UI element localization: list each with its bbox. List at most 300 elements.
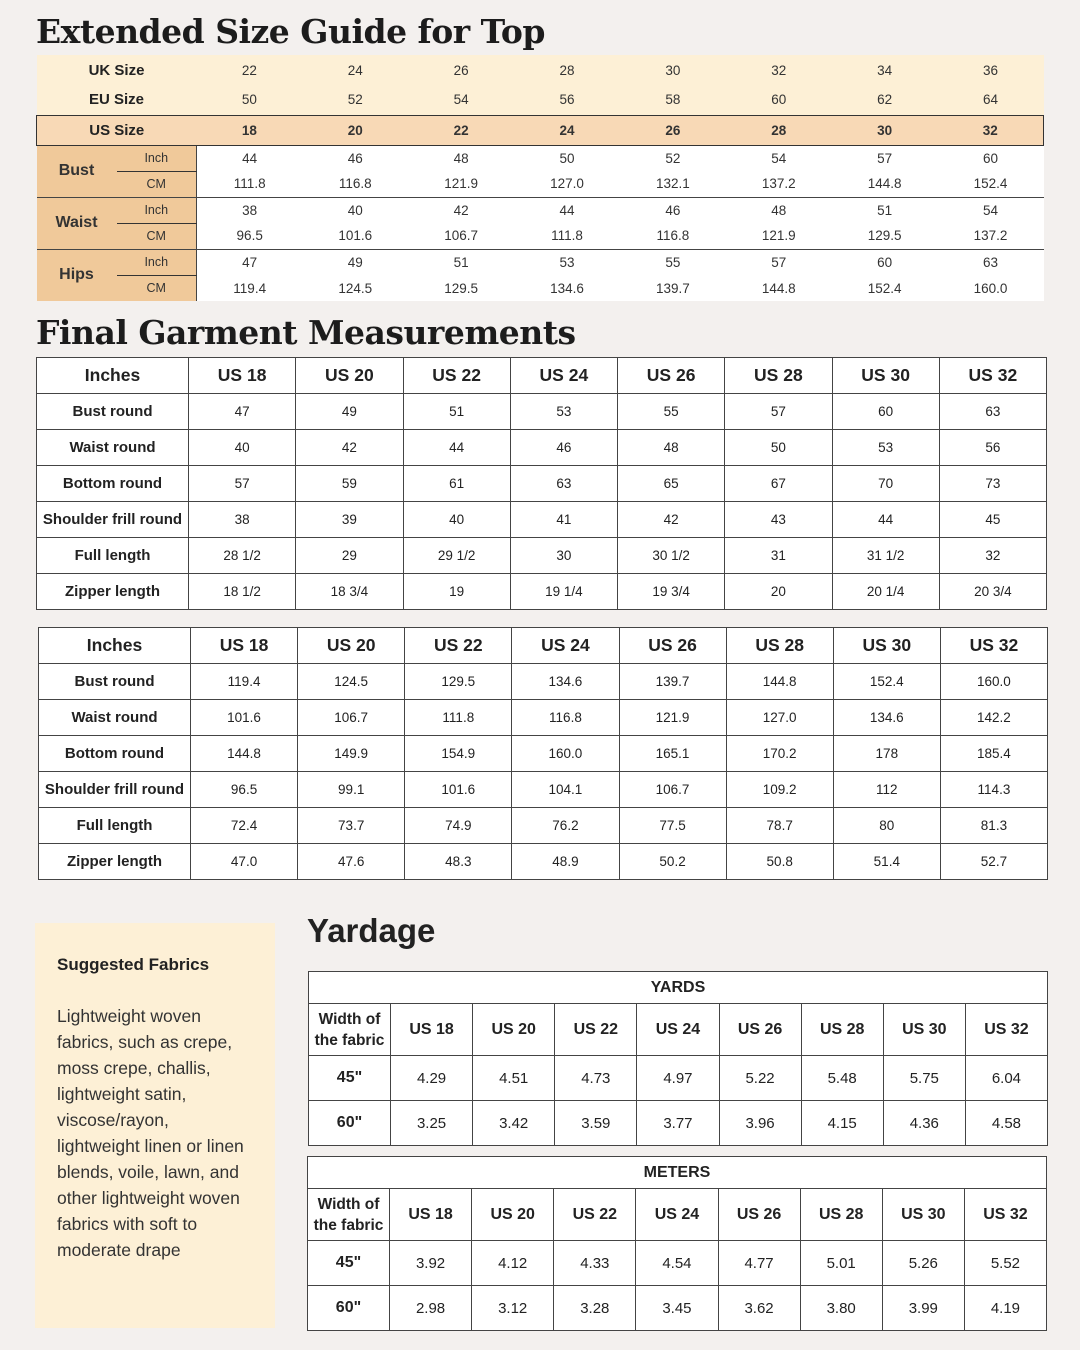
table-cell: 43 — [725, 502, 832, 538]
table-cell: 56 — [939, 430, 1046, 466]
table-cell: 99.1 — [298, 772, 405, 808]
fabric-width-header: Width of the fabric — [308, 1189, 390, 1241]
eu-size-value: 58 — [620, 85, 726, 115]
suggested-fabrics-box — [35, 923, 275, 1328]
measure-value-cm: 139.7 — [620, 275, 726, 301]
table-cell: 46 — [510, 430, 617, 466]
corner-header: Inches — [39, 628, 191, 664]
table-cell: 2.98 — [390, 1286, 472, 1331]
table-row — [39, 844, 1048, 880]
table-cell: 144.8 — [191, 736, 298, 772]
size-column-header: US 20 — [472, 1189, 554, 1241]
table-cell: 106.7 — [298, 700, 405, 736]
measure-value-inch: 57 — [726, 249, 832, 275]
row-label: Bottom round — [37, 466, 189, 502]
measure-value-inch: 53 — [514, 249, 620, 275]
measure-value-cm: 101.6 — [302, 223, 408, 249]
table-cell: 18 3/4 — [296, 574, 403, 610]
yardage-caption: METERS — [308, 1157, 1047, 1189]
row-label: Bottom round — [39, 736, 191, 772]
row-label: Shoulder frill round — [37, 502, 189, 538]
table-cell: 31 1/2 — [832, 538, 939, 574]
eu-size-value: 50 — [197, 85, 303, 115]
measure-group-label: Bust — [37, 145, 117, 197]
table-cell: 3.77 — [637, 1101, 719, 1146]
eu-size-value: 52 — [302, 85, 408, 115]
table-cell: 3.12 — [472, 1286, 554, 1331]
measure-value-cm: 116.8 — [302, 171, 408, 197]
table-cell: 20 3/4 — [939, 574, 1046, 610]
eu-size-value: 60 — [726, 85, 832, 115]
us-size-value: 22 — [408, 115, 514, 145]
table-cell: 47 — [189, 394, 296, 430]
measure-value-inch: 51 — [832, 197, 938, 223]
table-cell: 48 — [618, 430, 725, 466]
table-cell: 48.3 — [405, 844, 512, 880]
table-cell: 42 — [296, 430, 403, 466]
table-cell: 55 — [618, 394, 725, 430]
eu-size-value: 56 — [514, 85, 620, 115]
table-cell: 77.5 — [619, 808, 726, 844]
table-cell: 67 — [725, 466, 832, 502]
table-cell: 50.2 — [619, 844, 726, 880]
table-cell: 129.5 — [405, 664, 512, 700]
fabric-width-label: 60" — [309, 1101, 391, 1146]
table-cell: 149.9 — [298, 736, 405, 772]
table-cell: 42 — [618, 502, 725, 538]
table-cell: 139.7 — [619, 664, 726, 700]
size-column-header: US 22 — [405, 628, 512, 664]
table-row — [37, 430, 1047, 466]
garment-cm-table — [38, 627, 1048, 880]
header-row — [308, 1189, 1047, 1241]
table-cell: 119.4 — [191, 664, 298, 700]
size-column-header: US 20 — [296, 358, 403, 394]
table-row — [37, 394, 1047, 430]
uk-size-value: 22 — [197, 55, 303, 85]
us-size-value: 28 — [726, 115, 832, 145]
fabric-width-header: Width of the fabric — [309, 1004, 391, 1056]
table-cell: 5.26 — [882, 1241, 964, 1286]
table-row — [39, 664, 1048, 700]
measure-value-inch: 54 — [938, 197, 1044, 223]
measure-value-cm: 134.6 — [514, 275, 620, 301]
table-cell: 41 — [510, 502, 617, 538]
size-column-header: US 18 — [390, 1189, 472, 1241]
measure-value-inch: 51 — [408, 249, 514, 275]
measure-value-cm: 137.2 — [726, 171, 832, 197]
table-cell: 78.7 — [726, 808, 833, 844]
us-size-value: 26 — [620, 115, 726, 145]
table-cell: 3.42 — [473, 1101, 555, 1146]
measure-value-cm: 119.4 — [197, 275, 303, 301]
measure-group-label: Hips — [37, 249, 117, 301]
table-cell: 40 — [403, 502, 510, 538]
table-cell: 73 — [939, 466, 1046, 502]
table-cell: 160.0 — [512, 736, 619, 772]
table-row — [39, 808, 1048, 844]
table-row — [37, 574, 1047, 610]
table-cell: 4.33 — [554, 1241, 636, 1286]
measure-row-cm — [37, 171, 1044, 197]
measure-value-cm: 121.9 — [726, 223, 832, 249]
table-cell: 31 — [725, 538, 832, 574]
measure-value-cm: 152.4 — [832, 275, 938, 301]
measure-value-inch: 47 — [197, 249, 303, 275]
table-cell: 19 3/4 — [618, 574, 725, 610]
table-cell: 20 — [725, 574, 832, 610]
table-cell: 19 — [403, 574, 510, 610]
table-cell: 49 — [296, 394, 403, 430]
table-cell: 39 — [296, 502, 403, 538]
row-label: Zipper length — [37, 574, 189, 610]
size-column-header: US 20 — [473, 1004, 555, 1056]
yardage-caption: YARDS — [309, 972, 1048, 1004]
measure-value-inch: 38 — [197, 197, 303, 223]
uk-size-value: 26 — [408, 55, 514, 85]
size-column-header: US 30 — [833, 628, 940, 664]
size-column-header: US 24 — [510, 358, 617, 394]
table-row — [309, 1056, 1048, 1101]
measure-value-cm: 160.0 — [938, 275, 1044, 301]
measure-value-inch: 48 — [726, 197, 832, 223]
size-column-header: US 24 — [636, 1189, 718, 1241]
eu-size-value: 54 — [408, 85, 514, 115]
measure-value-inch: 46 — [302, 145, 408, 171]
table-cell: 3.45 — [636, 1286, 718, 1331]
unit-label-cm: CM — [117, 171, 197, 197]
table-cell: 5.48 — [801, 1056, 883, 1101]
table-cell: 3.25 — [391, 1101, 473, 1146]
size-guide-title: Extended Size Guide for Top — [36, 12, 545, 51]
uk-size-row — [37, 55, 1044, 85]
table-cell: 63 — [939, 394, 1046, 430]
measure-value-cm: 144.8 — [832, 171, 938, 197]
table-cell: 3.80 — [800, 1286, 882, 1331]
header-row — [39, 628, 1048, 664]
measure-value-cm: 129.5 — [832, 223, 938, 249]
table-row — [37, 466, 1047, 502]
measure-value-inch: 46 — [620, 197, 726, 223]
table-cell: 50.8 — [726, 844, 833, 880]
table-cell: 185.4 — [940, 736, 1047, 772]
fabric-width-label: 60" — [308, 1286, 390, 1331]
corner-header: Inches — [37, 358, 189, 394]
measure-row-cm — [37, 275, 1044, 301]
caption-row — [308, 1157, 1047, 1189]
table-cell: 152.4 — [833, 664, 940, 700]
measure-value-inch: 60 — [938, 145, 1044, 171]
table-cell: 80 — [833, 808, 940, 844]
uk-size-value: 36 — [938, 55, 1044, 85]
table-cell: 45 — [939, 502, 1046, 538]
table-cell: 4.12 — [472, 1241, 554, 1286]
table-cell: 57 — [725, 394, 832, 430]
measure-value-cm: 132.1 — [620, 171, 726, 197]
table-cell: 5.22 — [719, 1056, 801, 1101]
table-cell: 101.6 — [405, 772, 512, 808]
table-cell: 4.77 — [718, 1241, 800, 1286]
row-label: Full length — [37, 538, 189, 574]
table-row — [39, 700, 1048, 736]
table-cell: 73.7 — [298, 808, 405, 844]
unit-label-cm: CM — [117, 275, 197, 301]
us-size-value: 30 — [832, 115, 938, 145]
row-label: Zipper length — [39, 844, 191, 880]
table-row — [308, 1286, 1047, 1331]
table-cell: 5.75 — [883, 1056, 965, 1101]
table-cell: 51.4 — [833, 844, 940, 880]
uk-size-label: UK Size — [37, 55, 197, 85]
table-cell: 134.6 — [833, 700, 940, 736]
table-cell: 4.97 — [637, 1056, 719, 1101]
uk-size-value: 32 — [726, 55, 832, 85]
row-label: Waist round — [37, 430, 189, 466]
eu-size-row — [37, 85, 1044, 115]
unit-label-cm: CM — [117, 223, 197, 249]
table-cell: 3.28 — [554, 1286, 636, 1331]
table-cell: 4.58 — [965, 1101, 1047, 1146]
table-cell: 30 — [510, 538, 617, 574]
us-size-row — [37, 115, 1044, 145]
unit-label-inch: Inch — [117, 145, 197, 171]
measure-row-cm — [37, 223, 1044, 249]
fabric-width-label: 45" — [308, 1241, 390, 1286]
measure-value-inch: 44 — [197, 145, 303, 171]
table-cell: 116.8 — [512, 700, 619, 736]
table-cell: 134.6 — [512, 664, 619, 700]
size-column-header: US 30 — [883, 1004, 965, 1056]
measure-value-cm: 116.8 — [620, 223, 726, 249]
row-label: Bust round — [39, 664, 191, 700]
table-cell: 53 — [510, 394, 617, 430]
table-cell: 52.7 — [940, 844, 1047, 880]
measure-value-inch: 55 — [620, 249, 726, 275]
size-column-header: US 22 — [403, 358, 510, 394]
uk-size-value: 30 — [620, 55, 726, 85]
table-cell: 109.2 — [726, 772, 833, 808]
table-cell: 30 1/2 — [618, 538, 725, 574]
table-row — [39, 736, 1048, 772]
us-size-value: 20 — [302, 115, 408, 145]
garment-inches-table — [36, 357, 1047, 610]
table-cell: 48.9 — [512, 844, 619, 880]
table-cell: 40 — [189, 430, 296, 466]
measure-value-inch: 40 — [302, 197, 408, 223]
table-cell: 114.3 — [940, 772, 1047, 808]
table-cell: 76.2 — [512, 808, 619, 844]
measure-value-cm: 127.0 — [514, 171, 620, 197]
measure-value-cm: 152.4 — [938, 171, 1044, 197]
fabric-width-label: 45" — [309, 1056, 391, 1101]
size-column-header: US 30 — [882, 1189, 964, 1241]
table-cell: 65 — [618, 466, 725, 502]
table-cell: 32 — [939, 538, 1046, 574]
size-column-header: US 32 — [965, 1004, 1047, 1056]
table-cell: 19 1/4 — [510, 574, 617, 610]
size-column-header: US 22 — [554, 1189, 636, 1241]
measure-value-inch: 57 — [832, 145, 938, 171]
measure-value-inch: 44 — [514, 197, 620, 223]
table-cell: 57 — [189, 466, 296, 502]
measure-row-inch — [37, 197, 1044, 223]
size-column-header: US 26 — [719, 1004, 801, 1056]
eu-size-value: 62 — [832, 85, 938, 115]
us-size-value: 18 — [197, 115, 303, 145]
table-cell: 59 — [296, 466, 403, 502]
table-cell: 44 — [832, 502, 939, 538]
size-column-header: US 28 — [725, 358, 832, 394]
measure-value-cm: 106.7 — [408, 223, 514, 249]
table-cell: 4.29 — [391, 1056, 473, 1101]
caption-row — [309, 972, 1048, 1004]
measure-value-inch: 48 — [408, 145, 514, 171]
table-cell: 104.1 — [512, 772, 619, 808]
table-cell: 4.51 — [473, 1056, 555, 1101]
table-cell: 81.3 — [940, 808, 1047, 844]
size-column-header: US 28 — [800, 1189, 882, 1241]
uk-size-value: 34 — [832, 55, 938, 85]
table-cell: 44 — [403, 430, 510, 466]
size-column-header: US 26 — [619, 628, 726, 664]
measure-value-inch: 60 — [832, 249, 938, 275]
yardage-title: Yardage — [307, 912, 436, 949]
size-column-header: US 18 — [391, 1004, 473, 1056]
size-column-header: US 24 — [512, 628, 619, 664]
size-column-header: US 30 — [832, 358, 939, 394]
table-cell: 3.59 — [555, 1101, 637, 1146]
measure-value-inch: 54 — [726, 145, 832, 171]
measure-value-inch: 49 — [302, 249, 408, 275]
table-cell: 127.0 — [726, 700, 833, 736]
row-label: Bust round — [37, 394, 189, 430]
table-cell: 124.5 — [298, 664, 405, 700]
size-column-header: US 18 — [189, 358, 296, 394]
table-row — [309, 1101, 1048, 1146]
table-cell: 29 1/2 — [403, 538, 510, 574]
table-cell: 170.2 — [726, 736, 833, 772]
unit-label-inch: Inch — [117, 249, 197, 275]
table-cell: 74.9 — [405, 808, 512, 844]
table-cell: 4.54 — [636, 1241, 718, 1286]
uk-size-value: 24 — [302, 55, 408, 85]
measure-value-inch: 52 — [620, 145, 726, 171]
table-cell: 5.52 — [964, 1241, 1046, 1286]
table-cell: 28 1/2 — [189, 538, 296, 574]
size-column-header: US 32 — [939, 358, 1046, 394]
row-label: Waist round — [39, 700, 191, 736]
us-size-value: 24 — [514, 115, 620, 145]
unit-label-inch: Inch — [117, 197, 197, 223]
table-cell: 144.8 — [726, 664, 833, 700]
size-column-header: US 28 — [726, 628, 833, 664]
table-row — [39, 772, 1048, 808]
header-row — [37, 358, 1047, 394]
table-row — [37, 502, 1047, 538]
table-cell: 61 — [403, 466, 510, 502]
measure-value-cm: 124.5 — [302, 275, 408, 301]
table-cell: 70 — [832, 466, 939, 502]
table-cell: 4.36 — [883, 1101, 965, 1146]
size-column-header: US 28 — [801, 1004, 883, 1056]
table-cell: 51 — [403, 394, 510, 430]
table-cell: 5.01 — [800, 1241, 882, 1286]
garment-title: Final Garment Measurements — [36, 313, 576, 352]
eu-size-value: 64 — [938, 85, 1044, 115]
table-cell: 4.19 — [964, 1286, 1046, 1331]
table-cell: 63 — [510, 466, 617, 502]
measure-value-cm: 144.8 — [726, 275, 832, 301]
us-size-value: 32 — [938, 115, 1044, 145]
size-column-header: US 18 — [191, 628, 298, 664]
table-cell: 47.0 — [191, 844, 298, 880]
size-column-header: US 26 — [618, 358, 725, 394]
table-cell: 38 — [189, 502, 296, 538]
table-cell: 4.73 — [555, 1056, 637, 1101]
yardage-meters-table — [307, 1156, 1047, 1331]
measure-value-inch: 50 — [514, 145, 620, 171]
size-column-header: US 32 — [964, 1189, 1046, 1241]
table-cell: 47.6 — [298, 844, 405, 880]
table-cell: 101.6 — [191, 700, 298, 736]
table-cell: 3.99 — [882, 1286, 964, 1331]
table-cell: 3.92 — [390, 1241, 472, 1286]
row-label: Full length — [39, 808, 191, 844]
table-cell: 60 — [832, 394, 939, 430]
size-column-header: US 20 — [298, 628, 405, 664]
eu-size-label: EU Size — [37, 85, 197, 115]
measure-group-label: Waist — [37, 197, 117, 249]
table-cell: 106.7 — [619, 772, 726, 808]
size-guide-table — [36, 55, 1044, 301]
table-cell: 111.8 — [405, 700, 512, 736]
table-cell: 4.15 — [801, 1101, 883, 1146]
table-cell: 112 — [833, 772, 940, 808]
table-cell: 142.2 — [940, 700, 1047, 736]
table-cell: 165.1 — [619, 736, 726, 772]
table-cell: 72.4 — [191, 808, 298, 844]
row-label: Shoulder frill round — [39, 772, 191, 808]
measure-value-inch: 63 — [938, 249, 1044, 275]
measure-value-cm: 111.8 — [197, 171, 303, 197]
table-cell: 96.5 — [191, 772, 298, 808]
size-column-header: US 32 — [940, 628, 1047, 664]
table-cell: 29 — [296, 538, 403, 574]
size-column-header: US 24 — [637, 1004, 719, 1056]
table-cell: 154.9 — [405, 736, 512, 772]
size-column-header: US 26 — [718, 1189, 800, 1241]
table-cell: 20 1/4 — [832, 574, 939, 610]
us-size-label: US Size — [37, 115, 197, 145]
measure-value-cm: 121.9 — [408, 171, 514, 197]
measure-value-cm: 111.8 — [514, 223, 620, 249]
measure-value-inch: 42 — [408, 197, 514, 223]
table-cell: 178 — [833, 736, 940, 772]
fabrics-body: Lightweight woven fabrics, such as crepe, moss crepe, challis, lightweight satin, viscose/rayon, lightweight linen or linen blends, voile, lawn, and other lightweight woven fabrics with soft to moderate drape — [57, 1006, 244, 1260]
table-cell: 3.96 — [719, 1101, 801, 1146]
measure-row-inch — [37, 145, 1044, 171]
table-cell: 53 — [832, 430, 939, 466]
table-row — [308, 1241, 1047, 1286]
measure-value-cm: 137.2 — [938, 223, 1044, 249]
table-cell: 3.62 — [718, 1286, 800, 1331]
yardage-yards-table — [308, 971, 1048, 1146]
table-cell: 18 1/2 — [189, 574, 296, 610]
fabrics-title: Suggested Fabrics — [57, 955, 210, 974]
table-cell: 6.04 — [965, 1056, 1047, 1101]
table-cell: 160.0 — [940, 664, 1047, 700]
table-row — [37, 538, 1047, 574]
